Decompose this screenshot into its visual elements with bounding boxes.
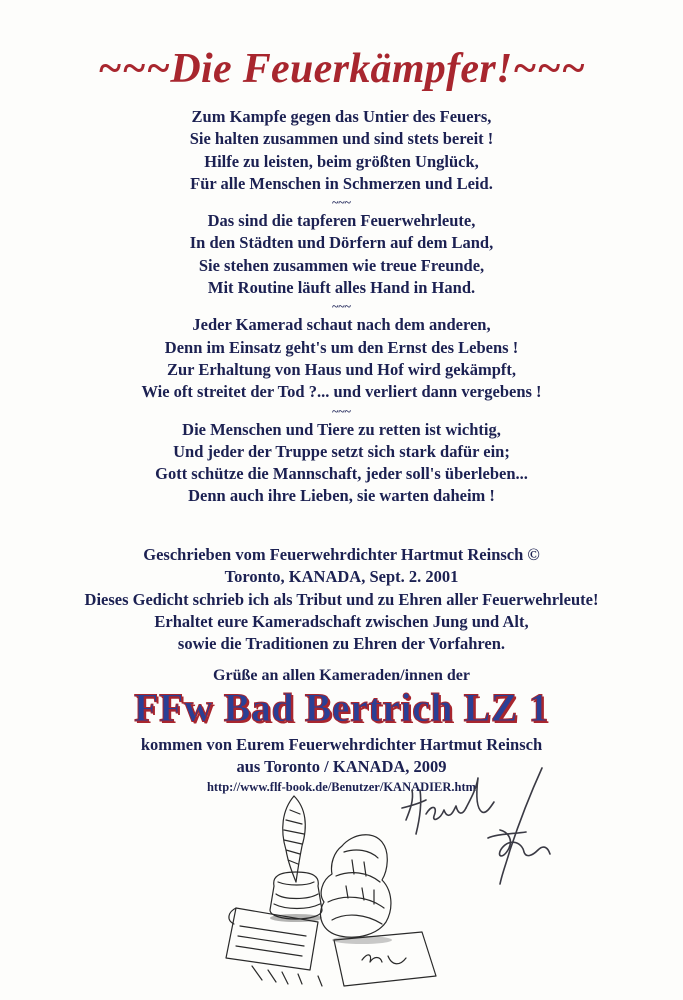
fire-brigade-banner: FFw Bad Bertrich LZ 1 [134, 685, 549, 730]
credit-line: Erhaltet eure Kameradschaft zwischen Jung und Alt, [154, 611, 529, 631]
poem-line: Für alle Menschen in Schmerzen und Leid. [190, 173, 493, 193]
stanza-1 [0, 106, 683, 195]
closing-line: aus Toronto / KANADA, 2009 [236, 757, 447, 776]
closing-lines [0, 734, 683, 778]
poem-line: Zur Erhaltung von Haus und Hof wird gekämpft, [166, 359, 517, 379]
quill-and-gauntlet-illustration [222, 790, 452, 990]
poem-line: Wie oft streitet der Tod ?... und verliert dann vergebens ! [141, 382, 542, 402]
author-credits [0, 544, 683, 655]
stanza-2 [0, 210, 683, 299]
poem-line: Die Menschen und Tiere zu retten ist wichtig, [182, 419, 501, 439]
poem-line: Jeder Kamerad schaut nach dem anderen, [192, 315, 491, 335]
poem-line: Zum Kampfe gegen das Untier des Feuers, [191, 107, 492, 126]
credit-line: Geschrieben vom Feuerwehrdichter Hartmut Reinsch © [143, 545, 540, 564]
poem-line: Gott schütze die Mannschaft, jeder soll's überleben... [155, 464, 528, 484]
greeting-line: Grüße an allen Kameraden/innen der [213, 667, 470, 684]
poem-line: Sie stehen zusammen wie treue Freunde, [198, 255, 485, 275]
credit-line: Dieses Gedicht schrieb ich als Tribut und zu Ehren aller Feuerwehrleute! [84, 589, 599, 609]
stanza-separator: ~~~ [332, 299, 351, 314]
stanza-4 [0, 419, 683, 508]
website-link[interactable]: http://www.flf-book.de/Benutzer/KANADIER.htm [206, 780, 477, 794]
poem-line: Hilfe zu leisten, beim größten Unglück, [204, 151, 479, 171]
poem-title: ~~~Die Feuerkämpfer!~~~ [97, 46, 586, 92]
poem-line: Und jeder der Truppe setzt sich stark dafür ein; [173, 441, 510, 461]
poem-line: In den Städten und Dörfern auf dem Land, [189, 233, 494, 253]
poem-line: Denn auch ihre Lieben, sie warten daheim ! [188, 486, 495, 506]
poem-line: Das sind die tapferen Feuerwehrleute, [207, 211, 476, 231]
stanza-separator: ~~~ [332, 403, 351, 418]
poem-line: Sie halten zusammen und sind stets bereit ! [189, 129, 494, 149]
credit-line: sowie die Traditionen zu Ehren der Vorfahren. [177, 634, 506, 654]
stanza-separator: ~~~ [332, 195, 351, 210]
poem-line: Mit Routine läuft alles Hand in Hand. [207, 278, 476, 298]
poem-line: Denn im Einsatz geht's um den Ernst des Lebens ! [164, 337, 519, 357]
poem-body [0, 106, 683, 508]
credit-line: Toronto, KANADA, Sept. 2. 2001 [224, 567, 459, 587]
stanza-3 [0, 314, 683, 403]
closing-line: kommen von Eurem Feuerwehrdichter Hartmut Reinsch [140, 735, 543, 754]
